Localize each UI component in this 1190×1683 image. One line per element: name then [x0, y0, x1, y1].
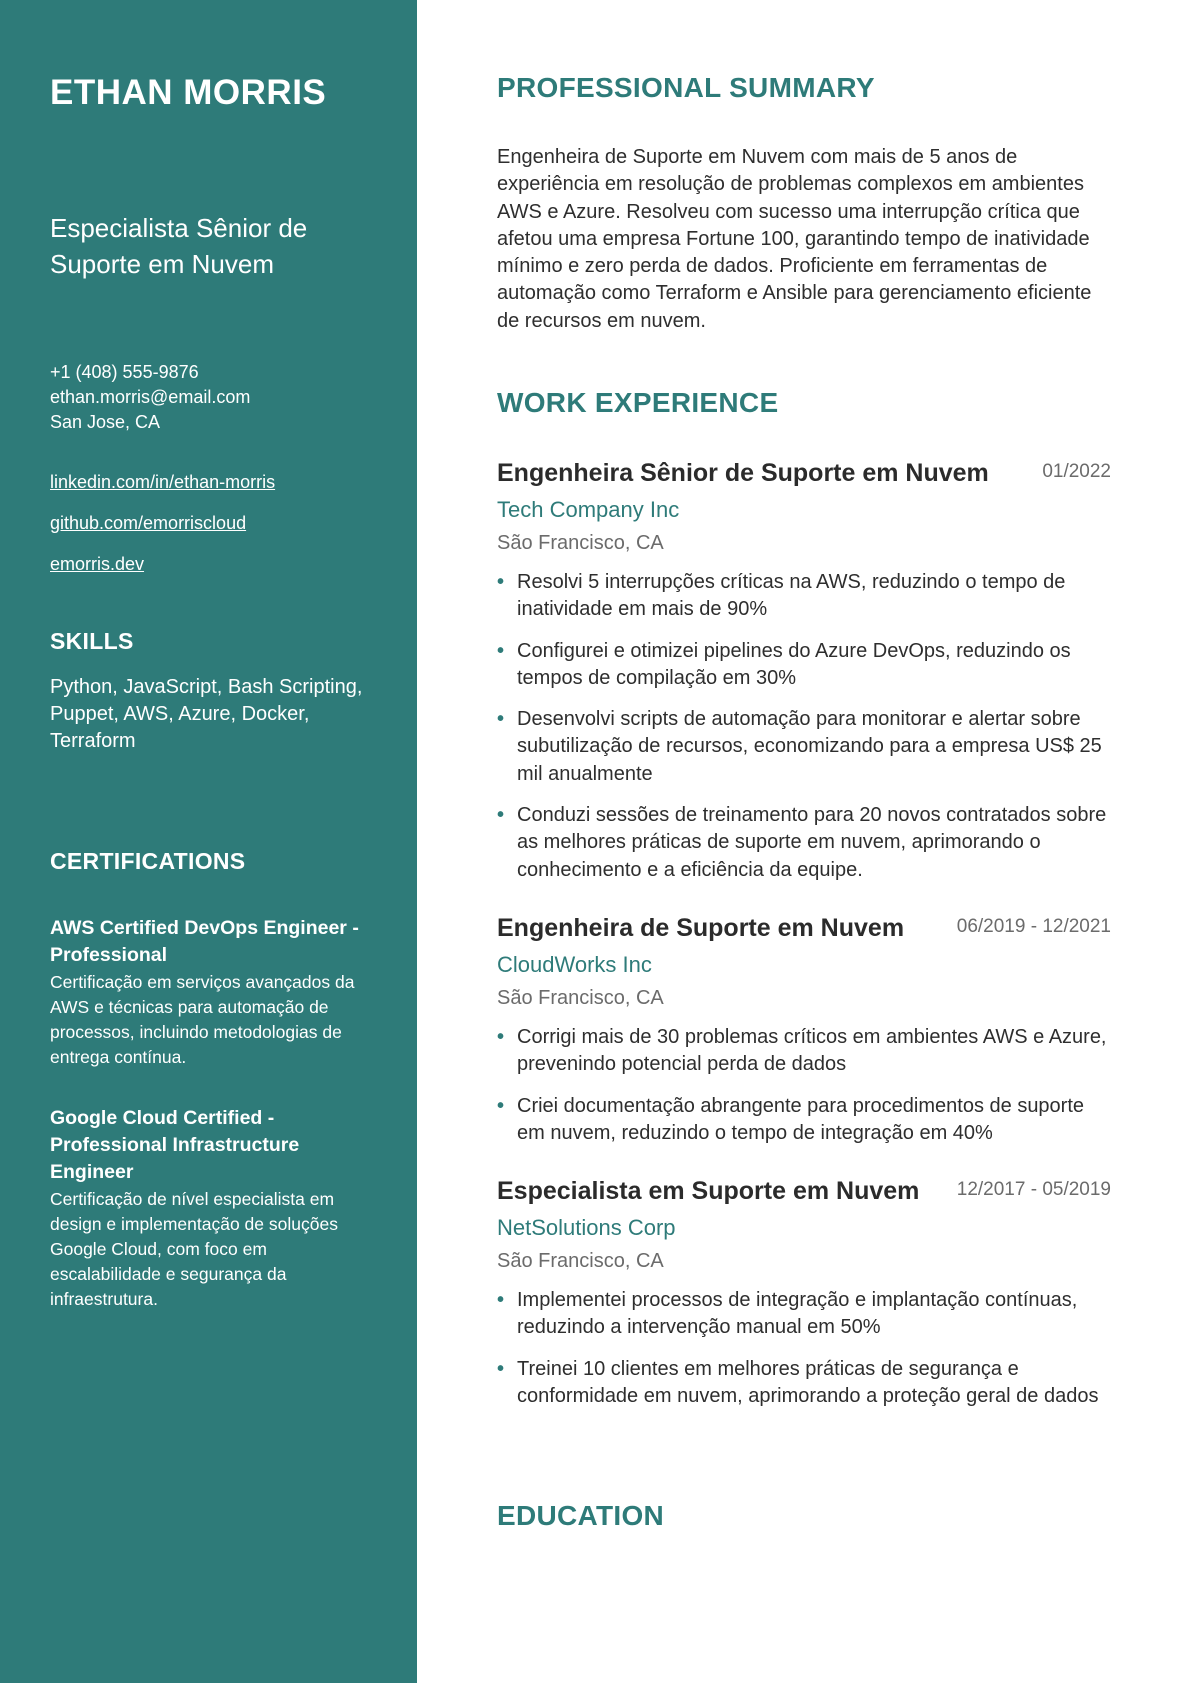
job-location: São Francisco, CA — [497, 532, 664, 554]
job-company: Tech Company Inc — [497, 497, 680, 522]
summary-heading: PROFESSIONAL SUMMARY — [497, 72, 875, 103]
bullet-icon: • — [497, 1094, 505, 1117]
certification-item — [50, 915, 375, 1070]
job-bullet-text: Configurei e otimizei pipelines do Azure DevOps, reduzindo os tempos de compilação em 30% — [517, 639, 1071, 689]
linkedin-link[interactable]: linkedin.com/in/ethan-morris — [50, 472, 276, 492]
job-bullet-text: Resolvi 5 interrupções críticas na AWS, reduzindo o tempo de inatividade em mais de 90% — [517, 571, 1066, 621]
certification-description: Certificação de nível especialista em design e implementação de soluções Google Cloud, com foco em escalabilidade e segurança da infraestrutura. — [50, 1189, 338, 1309]
contact-location: San Jose, CA — [50, 412, 161, 432]
job-bullet — [497, 638, 1111, 693]
job-bullet — [497, 1093, 1111, 1148]
job-entry — [497, 1177, 1111, 1424]
job-company: CloudWorks Inc — [497, 952, 652, 977]
job-bullet-text: Desenvolvi scripts de automação para monitorar e alertar sobre subutilização de recursos, economizando para a empresa US$ 25 mil anualmente — [517, 708, 1102, 785]
work-experience-heading: WORK EXPERIENCE — [497, 387, 779, 418]
summary-text: Engenheira de Suporte em Nuvem com mais de 5 anos de experiência em resolução de problemas complexos em ambientes AWS e Azure. Resolveu com sucesso uma interrupção crítica que afetou uma empresa Fortune 100, garantindo tempo de inatividade mínimo e zero perda de dados. Proficiente em ferramentas de automação como Terraform e Ansible para gerenciamento eficiente de recursos em nuvem. — [497, 146, 1092, 332]
job-location: São Francisco, CA — [497, 987, 664, 1009]
job-bullet-text: Treinei 10 clientes em melhores práticas de segurança e conformidade em nuvem, aprimorando a proteção geral de dados — [517, 1357, 1099, 1407]
job-dates: 12/2017 - 05/2019 — [956, 1179, 1111, 1200]
job-bullet — [497, 1024, 1111, 1079]
education-heading: EDUCATION — [497, 1500, 665, 1531]
job-bullets — [497, 569, 1111, 884]
bullet-icon: • — [497, 1357, 505, 1380]
certification-name: AWS Certified DevOps Engineer - Professional — [50, 917, 359, 966]
job-bullet — [497, 569, 1111, 624]
job-bullet-text: Conduzi sessões de treinamento para 20 novos contratados sobre as melhores práticas de suporte em nuvem, aprimorando o conhecimento e a eficiência da equipe. — [517, 804, 1107, 881]
job-bullet — [497, 1356, 1111, 1411]
candidate-title: Especialista Sênior de Suporte em Nuvem — [50, 213, 308, 279]
job-location: São Francisco, CA — [497, 1250, 664, 1272]
job-bullet — [497, 1287, 1111, 1342]
job-bullets — [497, 1287, 1111, 1410]
job-role: Engenheira de Suporte em Nuvem — [497, 914, 905, 942]
certification-name: Google Cloud Certified - Professional Infrastructure Engineer — [50, 1107, 300, 1183]
contact-email: ethan.morris@email.com — [50, 387, 251, 407]
certification-item — [50, 1105, 375, 1312]
certification-description: Certificação em serviços avançados da AWS e técnicas para automação de processos, incluindo metodologias de entrega contínua. — [50, 972, 355, 1067]
skills-list: Python, JavaScript, Bash Scripting, Puppet, AWS, Azure, Docker, Terraform — [50, 676, 363, 752]
profile-links — [50, 469, 275, 592]
job-bullet-text: Corrigi mais de 30 problemas críticos em ambientes AWS e Azure, prevenindo potencial perda de dados — [517, 1026, 1107, 1076]
job-bullet — [497, 802, 1111, 884]
job-role: Engenheira Sênior de Suporte em Nuvem — [497, 459, 989, 487]
bullet-icon: • — [497, 1026, 505, 1048]
job-entry — [497, 914, 1111, 1161]
certifications-heading: CERTIFICATIONS — [50, 848, 246, 874]
job-entry — [497, 459, 1111, 898]
job-bullet — [497, 706, 1111, 788]
skills-heading: SKILLS — [50, 628, 134, 654]
job-company: NetSolutions Corp — [497, 1215, 676, 1240]
github-link[interactable]: github.com/emorriscloud — [50, 513, 247, 533]
contact-phone: +1 (408) 555-9876 — [50, 362, 199, 382]
contact-info — [50, 360, 250, 435]
job-role: Especialista em Suporte em Nuvem — [497, 1177, 920, 1205]
job-bullet-text: Criei documentação abrangente para procedimentos de suporte em nuvem, reduzindo o tempo de integração em 40% — [517, 1094, 1085, 1144]
bullet-icon: • — [497, 1289, 505, 1311]
job-bullets — [497, 1024, 1111, 1147]
bullet-icon: • — [497, 708, 505, 731]
job-bullet-text: Implementei processos de integração e implantação contínuas, reduzindo a intervenção manual em 50% — [517, 1289, 1078, 1339]
sidebar — [0, 0, 417, 1683]
candidate-name: ETHAN MORRIS — [50, 73, 327, 112]
bullet-icon: • — [497, 571, 505, 593]
website-link[interactable]: emorris.dev — [50, 554, 145, 574]
job-dates: 01/2022 — [1042, 461, 1111, 482]
job-dates: 06/2019 - 12/2021 — [956, 916, 1111, 937]
bullet-icon: • — [497, 804, 505, 827]
bullet-icon: • — [497, 639, 505, 662]
